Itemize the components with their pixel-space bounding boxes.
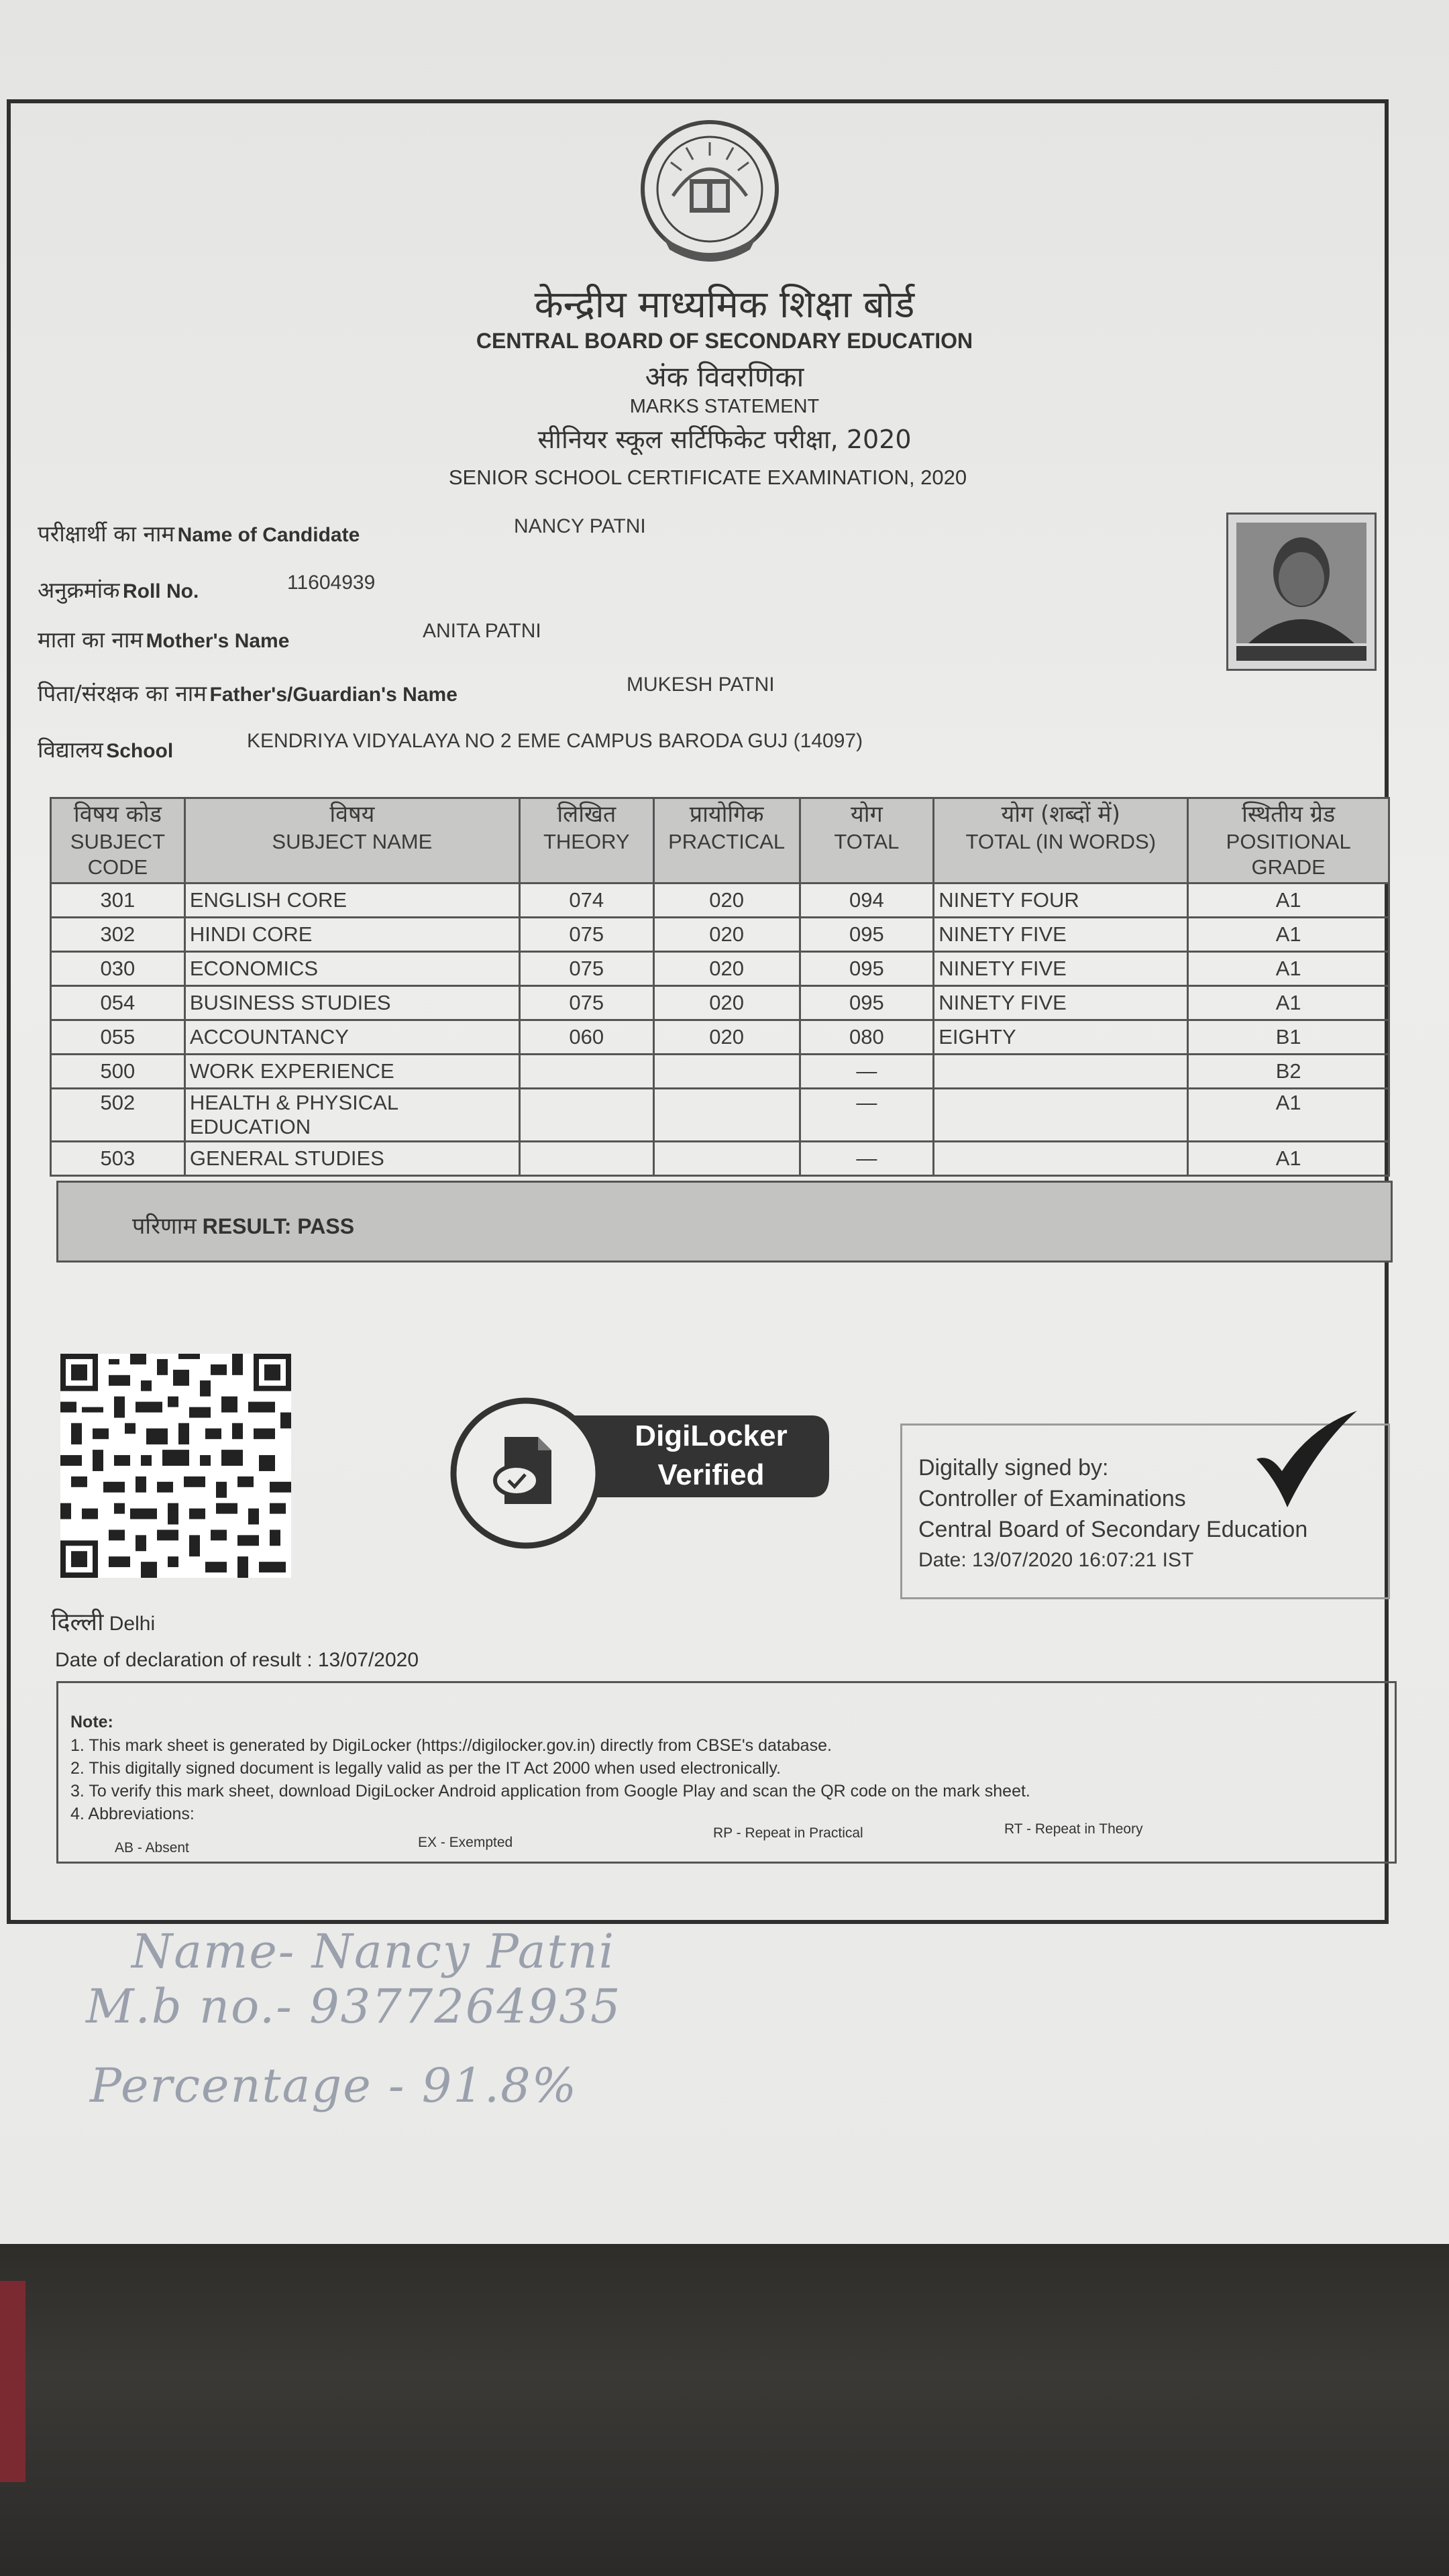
result-status: RESULT: PASS: [202, 1214, 355, 1238]
subject-code: 503: [51, 1142, 185, 1176]
total-in-words: [934, 1055, 1188, 1089]
total-marks: —: [800, 1142, 934, 1176]
subject-name: ENGLISH CORE: [184, 883, 519, 918]
roll-number-value: 11604939: [287, 572, 376, 594]
statement-title-hindi: अंक विवरणिका: [645, 360, 804, 393]
subject-code: 500: [51, 1055, 185, 1089]
digilocker-status: Verified: [657, 1458, 765, 1491]
header-subject-name: विषय SUBJECT NAME: [184, 798, 519, 883]
positional-grade: A1: [1188, 952, 1389, 986]
positional-grade: B2: [1188, 1055, 1389, 1089]
table-row: [51, 1142, 1389, 1176]
roll-label-hindi: अनुक्रमांक: [38, 577, 120, 603]
subject-name: BUSINESS STUDIES: [184, 986, 519, 1020]
mother-label-hindi: माता का नाम: [38, 627, 144, 653]
checkmark-icon: [1250, 1407, 1364, 1514]
digilocker-name: DigiLocker: [635, 1419, 788, 1452]
subject-name: ACCOUNTANCY: [184, 1020, 519, 1055]
theory-marks: 075: [519, 986, 653, 1020]
school-row: [38, 734, 173, 764]
practical-marks: [653, 1089, 800, 1142]
notes-title: Note:: [70, 1713, 113, 1731]
positional-grade: A1: [1188, 918, 1389, 952]
total-marks: —: [800, 1055, 934, 1089]
candidate-name-row: [38, 518, 360, 548]
theory-marks: 075: [519, 918, 653, 952]
roll-label: Roll No.: [122, 580, 199, 602]
subject-name: ECONOMICS: [184, 952, 519, 986]
notes-list: [70, 1734, 1030, 1825]
practical-marks: 020: [653, 986, 800, 1020]
subject-code: 301: [51, 883, 185, 918]
positional-grade: B1: [1188, 1020, 1389, 1055]
total-in-words: NINETY FIVE: [934, 986, 1188, 1020]
place-hindi: दिल्ली: [51, 1609, 104, 1636]
handwritten-percentage: Percentage - 91.8%: [90, 2058, 578, 2113]
subject-code: 502: [51, 1089, 185, 1142]
father-label-hindi: पिता/संरक्षक का नाम: [38, 680, 207, 706]
total-marks: 080: [800, 1020, 934, 1055]
table-row: [51, 952, 1389, 986]
subject-name: HINDI CORE: [184, 918, 519, 952]
roll-number-row: [38, 574, 199, 604]
subject-name: GENERAL STUDIES: [184, 1142, 519, 1176]
table-row: [51, 883, 1389, 918]
subject-code: 055: [51, 1020, 185, 1055]
father-name-row: [38, 678, 458, 708]
table-row: [51, 986, 1389, 1020]
practical-marks: 020: [653, 952, 800, 986]
table-row: [51, 1020, 1389, 1055]
abbr-absent: AB - Absent: [115, 1840, 189, 1856]
signer-title: Controller of Examinations: [918, 1486, 1186, 1511]
note-item: 1. This mark sheet is generated by DigiLocker (https://digilocker.gov.in) directly from CBSE's database.: [70, 1736, 832, 1755]
subject-name: HEALTH & PHYSICAL EDUCATION: [184, 1089, 519, 1142]
result-label-hindi: परिणाम: [132, 1213, 197, 1240]
board-name-hindi: केन्द्रीय माध्यमिक शिक्षा बोर्ड: [534, 283, 915, 327]
header-subject-code: विषय कोड SUBJECT CODE: [51, 798, 185, 883]
school-label: School: [106, 740, 174, 762]
statement-title-english: MARKS STATEMENT: [629, 396, 820, 417]
total-in-words: EIGHTY: [934, 1020, 1188, 1055]
exam-title-english: SENIOR SCHOOL CERTIFICATE EXAMINATION, 2020: [448, 466, 967, 489]
table-row: [51, 1089, 1389, 1142]
red-object-edge: [0, 2281, 25, 2482]
positional-grade: A1: [1188, 986, 1389, 1020]
mother-label: Mother's Name: [146, 630, 290, 652]
header-practical: प्रायोगिक PRACTICAL: [653, 798, 800, 883]
qr-code-icon: [60, 1354, 291, 1578]
total-in-words: NINETY FIVE: [934, 918, 1188, 952]
positional-grade: A1: [1188, 1142, 1389, 1176]
total-marks: 095: [800, 952, 934, 986]
table-row: [51, 918, 1389, 952]
total-in-words: [934, 1089, 1188, 1142]
board-name-english: CENTRAL BOARD OF SECONDARY EDUCATION: [476, 329, 973, 353]
candidate-name-value: NANCY PATNI: [514, 515, 646, 537]
marks-table: [50, 797, 1390, 1177]
school-label-hindi: विद्यालय: [38, 737, 103, 763]
header-theory: लिखित THEORY: [519, 798, 653, 883]
theory-marks: 060: [519, 1020, 653, 1055]
header-total-words: योग (शब्दों में) TOTAL (IN WORDS): [934, 798, 1188, 883]
subject-code: 054: [51, 986, 185, 1020]
place-english: Delhi: [109, 1613, 156, 1635]
exam-title-hindi: सीनियर स्कूल सर्टिफिकेट परीक्षा, 2020: [537, 425, 912, 454]
declaration-date: Date of declaration of result : 13/07/2020: [55, 1649, 419, 1671]
cbse-emblem-icon: [636, 115, 784, 274]
theory-marks: [519, 1142, 653, 1176]
candidate-name-label: Name of Candidate: [177, 524, 360, 546]
signer-organization: Central Board of Secondary Education: [918, 1517, 1308, 1542]
father-label: Father's/Guardian's Name: [209, 684, 458, 706]
mother-name-row: [38, 624, 289, 654]
note-item: 4. Abbreviations:: [70, 1805, 195, 1823]
positional-grade: A1: [1188, 1089, 1389, 1142]
header-total: योग TOTAL: [800, 798, 934, 883]
total-in-words: [934, 1142, 1188, 1176]
header-grade: स्थितीय ग्रेड POSITIONAL GRADE: [1188, 798, 1389, 883]
theory-marks: 074: [519, 883, 653, 918]
signature-date: Date: 13/07/2020 16:07:21 IST: [918, 1549, 1194, 1571]
positional-grade: A1: [1188, 883, 1389, 918]
result-bar: [56, 1181, 1393, 1263]
practical-marks: 020: [653, 1020, 800, 1055]
candidate-name-label-hindi: परीक्षार्थी का नाम: [38, 521, 175, 547]
theory-marks: [519, 1089, 653, 1142]
note-item: 3. To verify this mark sheet, download DigiLocker Android application from Google Play and scan the QR code on the mark sheet.: [70, 1782, 1030, 1801]
practical-marks: 020: [653, 883, 800, 918]
mother-name-value: ANITA PATNI: [423, 620, 541, 642]
digilocker-text: [610, 1417, 812, 1495]
table-surface: [0, 2244, 1449, 2576]
theory-marks: [519, 1055, 653, 1089]
place-row: [51, 1605, 155, 1638]
school-value: KENDRIYA VIDYALAYA NO 2 EME CAMPUS BARODA GUJ (14097): [247, 730, 863, 752]
candidate-photo: [1226, 513, 1377, 671]
abbr-repeat-theory: RT - Repeat in Theory: [1004, 1821, 1143, 1837]
theory-marks: 075: [519, 952, 653, 986]
total-marks: 095: [800, 986, 934, 1020]
table-header-row: [51, 798, 1389, 883]
handwritten-mobile: M.b no.- 9377264935: [86, 1979, 622, 2034]
total-marks: 094: [800, 883, 934, 918]
father-name-value: MUKESH PATNI: [627, 674, 775, 696]
signed-by-label: Digitally signed by:: [918, 1455, 1109, 1481]
table-row: [51, 1055, 1389, 1089]
person-photo-icon: [1228, 515, 1375, 669]
total-marks: —: [800, 1089, 934, 1142]
practical-marks: 020: [653, 918, 800, 952]
total-marks: 095: [800, 918, 934, 952]
digital-signature-box: [900, 1424, 1390, 1599]
abbr-exempted: EX - Exempted: [418, 1835, 513, 1850]
note-item: 2. This digitally signed document is legally valid as per the IT Act 2000 when used electronically.: [70, 1759, 781, 1778]
notes-box: [56, 1681, 1397, 1864]
subject-name: WORK EXPERIENCE: [184, 1055, 519, 1089]
total-in-words: NINETY FOUR: [934, 883, 1188, 918]
subject-code: 030: [51, 952, 185, 986]
practical-marks: [653, 1055, 800, 1089]
subject-code: 302: [51, 918, 185, 952]
total-in-words: NINETY FIVE: [934, 952, 1188, 986]
handwritten-name: Name- Nancy Patni: [131, 1924, 616, 1979]
abbr-repeat-practical: RP - Repeat in Practical: [713, 1825, 863, 1841]
practical-marks: [653, 1142, 800, 1176]
